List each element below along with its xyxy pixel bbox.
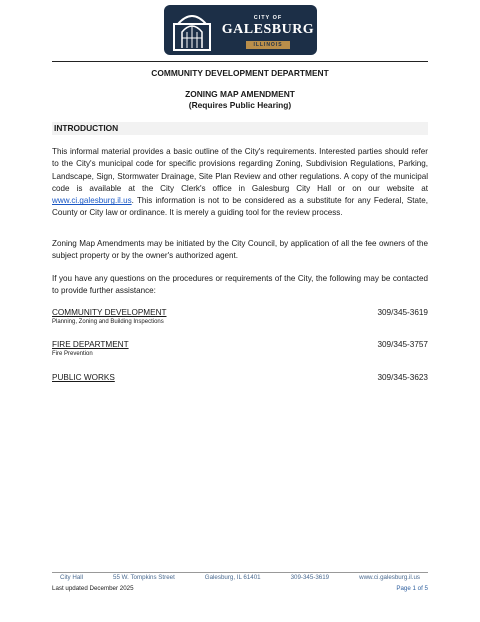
contact-community-development: [52, 308, 428, 328]
contact-dept-name: COMMUNITY DEVELOPMENT: [52, 308, 167, 317]
footer-city: Galesburg, IL 61401: [204, 574, 261, 581]
city-website-link[interactable]: www.ci.galesburg.il.us: [52, 196, 132, 206]
document-subtitle: (Requires Public Hearing): [188, 100, 292, 110]
city-logo: [164, 5, 317, 55]
section-heading-introduction: INTRODUCTION: [52, 122, 428, 135]
document-title: ZONING MAP AMENDMENT: [185, 89, 295, 99]
city-hall-icon: [170, 8, 214, 52]
footer-address-bar: [60, 574, 420, 581]
contact-public-works: [52, 373, 428, 393]
contact-dept-name: FIRE DEPARTMENT: [52, 340, 129, 349]
department-heading: COMMUNITY DEVELOPMENT DEPARTMENT: [151, 68, 329, 78]
contact-description: Fire Prevention: [52, 351, 93, 357]
last-updated: Last updated December 2025: [52, 585, 134, 592]
contact-phone: 309/345-3757: [377, 340, 428, 349]
intro-text-part-2: . This information is not to be considered as a substitute for any Federal, State, County or City law or ordinance. It is merely a guiding tool for the review process.: [52, 196, 428, 218]
footer-divider: [52, 572, 428, 573]
footer-phone: 309-345-3619: [290, 574, 330, 581]
intro-paragraph-2: Zoning Map Amendments may be initiated by the City Council, by application of all the fee owners of the subject property or by the owner's authorized agent.: [52, 239, 428, 261]
intro-paragraph-1: [52, 146, 428, 220]
contact-phone: 309/345-3623: [377, 373, 428, 382]
logo-city-of: CITY OF: [253, 15, 283, 21]
header-divider: [52, 61, 428, 62]
logo-state-badge: ILLINOIS: [246, 41, 290, 49]
intro-text-part-1: This informal material provides a basic outline of the City's requirements. Interested parties should refer to the City's municipal code for specific provisions regarding Zoning, Subdivision Regulations, Parking, Landscape, Sign, Stormwater Drainage, Site Plan Review and other regulations. A copy of the municipal code is available at the City Clerk's office in Galesburg City Hall or on our website at: [52, 147, 428, 193]
footer-street: 55 W. Tompkins Street: [113, 574, 175, 581]
logo-city-name: GALESBURG: [221, 22, 315, 37]
page-number: Page 1 of 5: [396, 585, 428, 592]
footer-website[interactable]: www.ci.galesburg.il.us: [359, 574, 420, 581]
footer-place: City Hall: [60, 574, 84, 581]
contact-dept-name: PUBLIC WORKS: [52, 373, 115, 382]
contact-fire-department: [52, 340, 428, 360]
contact-phone: 309/345-3619: [377, 308, 428, 317]
contact-description: Planning, Zoning and Building Inspections: [52, 319, 164, 325]
intro-paragraph-3: If you have any questions on the procedures or requirements of the City, the following may be contacted to provide further assistance:: [52, 274, 428, 296]
